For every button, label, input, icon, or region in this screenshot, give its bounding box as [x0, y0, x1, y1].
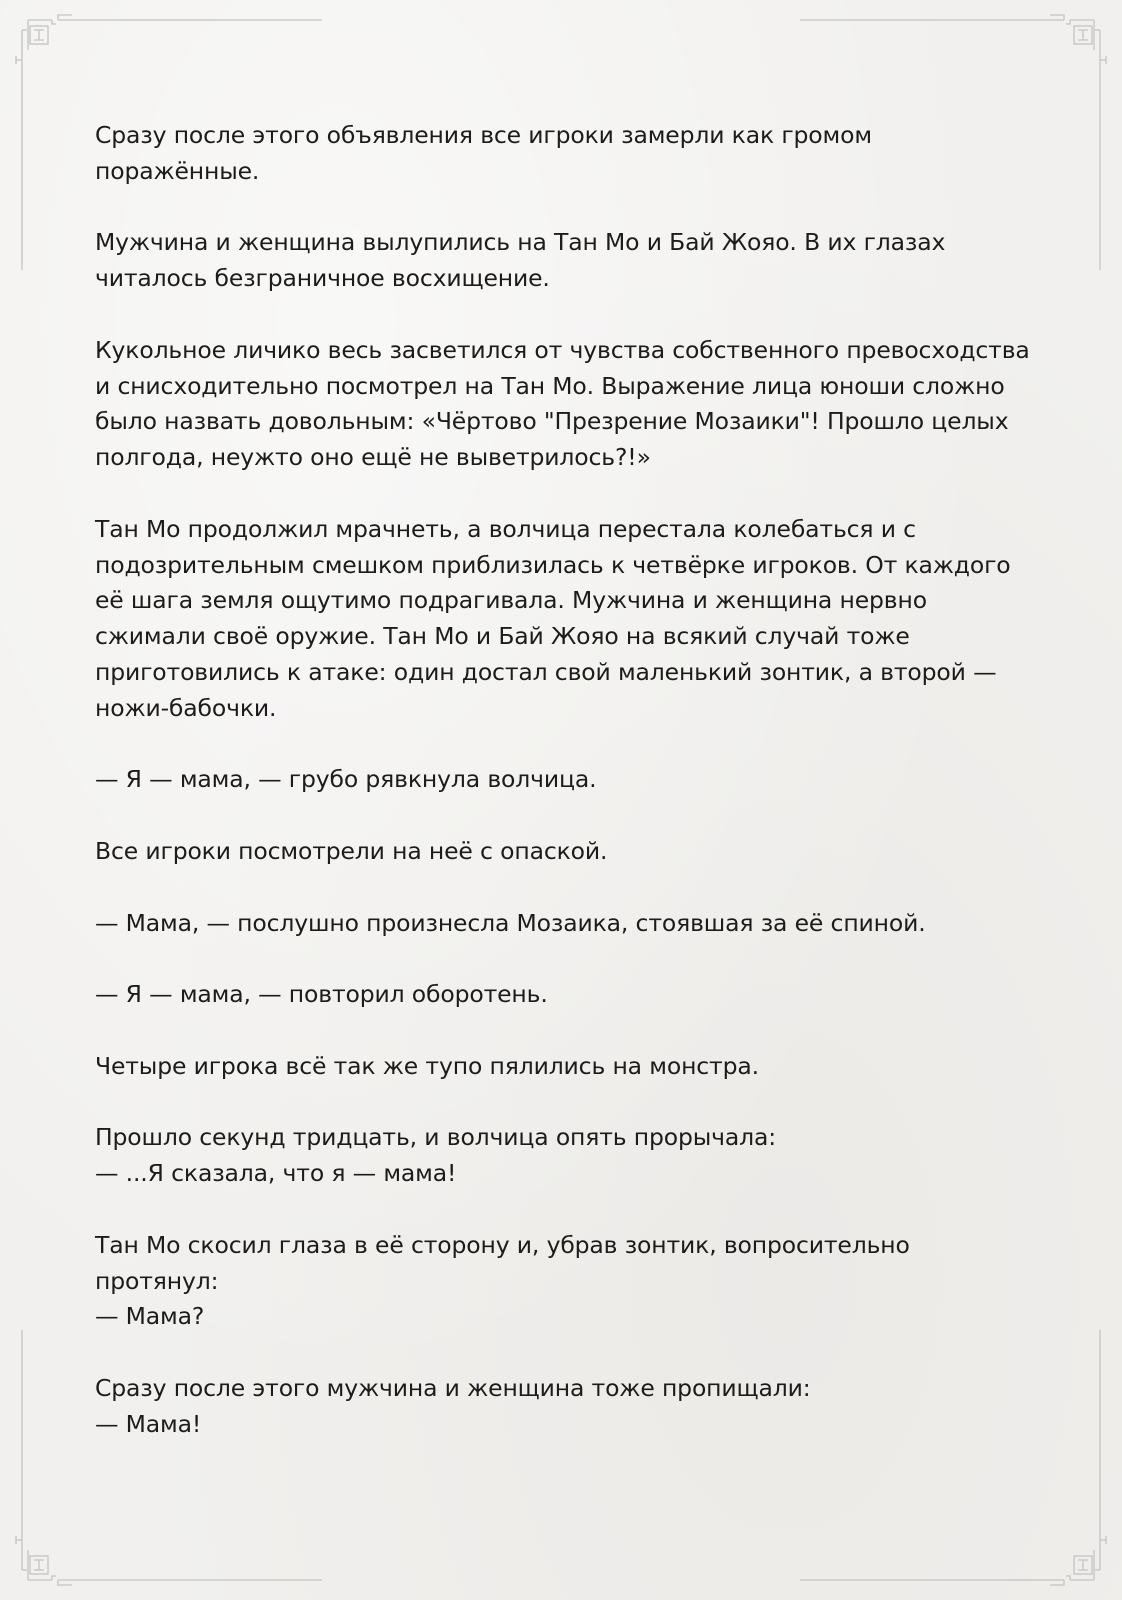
paragraph [95, 1120, 1030, 1192]
paragraph [95, 906, 1030, 942]
paragraph [95, 118, 1030, 190]
paragraph [95, 512, 1030, 727]
paragraph [95, 1049, 1030, 1085]
paragraph [95, 1228, 1030, 1335]
text-line: — Я — мама, — повторил оборотень. [95, 980, 548, 1009]
paragraph [95, 1371, 1030, 1443]
text-line: Сразу после этого объявления все игроки замерли как громом поражённые. [95, 121, 872, 185]
text-line: Четыре игрока всё так же тупо пялились на монстра. [95, 1051, 759, 1080]
dialogue-line: — Мама? [95, 1302, 205, 1331]
dialogue-line: — ...Я сказала, что я — мама! [95, 1159, 457, 1188]
text-line: Прошло секунд тридцать, и волчица опять прорычала: [95, 1123, 777, 1152]
text-line: Тан Мо продолжил мрачнеть, а волчица перестала колебаться и с подозрительным смешком приблизилась к четвёрке игроков. От каждого её шага земля ощутимо подрагивала. Мужчина и женщина нервно сжимали своё оружие. Тан Мо и Бай Жояо на всякий случай тоже приготовились к атаке: один достал свой маленький зонтик, а второй — ножи-бабочки. [95, 514, 1011, 722]
text-line: Мужчина и женщина вылупились на Тан Мо и Бай Жояо. В их глазах читалось безграничное восхищение. [95, 228, 946, 293]
dialogue-line: — Мама! [95, 1409, 202, 1438]
paragraph [95, 977, 1030, 1013]
text-line: — Я — мама, — грубо рявкнула волчица. [95, 765, 597, 794]
chapter-text [95, 118, 1030, 1478]
text-line: Кукольное личико весь засветился от чувства собственного превосходства и снисходительно посмотрел на Тан Мо. Выражение лица юноши сложно было назвать довольным: «Чёртово "Презрение Мозаики"! Прошло целых полгода, неужто оно ещё не выветрилось?!» [95, 335, 1030, 472]
paragraph [95, 834, 1030, 870]
paragraph [95, 225, 1030, 297]
text-line: Сразу после этого мужчина и женщина тоже пропищали: [95, 1373, 811, 1402]
text-line: — Мама, — послушно произнесла Мозаика, стоявшая за её спиной. [95, 908, 926, 937]
text-line: Все игроки посмотрели на неё с опаской. [95, 836, 608, 865]
text-line: Тан Мо скосил глаза в её сторону и, убрав зонтик, вопросительно протянул: [95, 1230, 910, 1295]
paragraph [95, 333, 1030, 476]
paragraph [95, 762, 1030, 798]
